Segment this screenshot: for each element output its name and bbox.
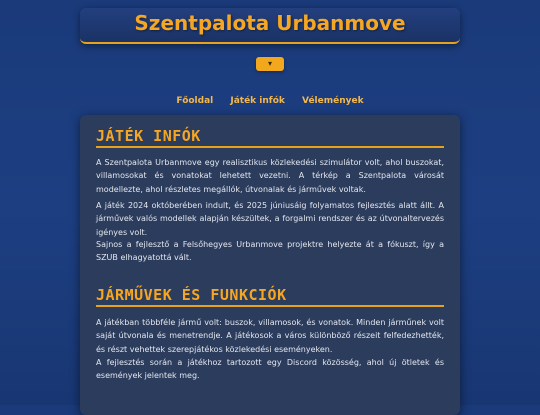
menu-toggle-button[interactable]: ▾ [256,57,284,71]
nav-item-jatek-infok[interactable]: Játék infók [230,96,285,106]
site-title: Szentpalota Urbanmove [134,11,406,35]
paragraph: A játék 2024 októberében indult, és 2025 júniusáig folyamatos fejlesztés alatt állt. A járművek valós modellek alapján készültek, a forgalmi rendszer és az útvonaltervezés igényes volt. [96,201,444,237]
section-heading-jarmuvek: JÁRMŰVEK ÉS FUNKCIÓK [96,286,287,304]
section-divider [96,305,444,307]
section-heading-jatek-infok: JÁTÉK INFÓK [96,127,201,145]
section-divider [96,146,444,148]
main-nav [0,88,540,107]
paragraph: A Szentpalota Urbanmove egy realisztikus közlekedési szimulátor volt, ahol buszokat, villamosokat és vonatokat lehetett vezetni. A térkép a Szentpalota városát modellezte, ahol részletes megállók, útvonalak és járművek voltak. [96,158,444,194]
paragraph: A játékban többféle jármű volt: buszok, villamosok, és vonatok. Minden járműnek volt saját útvonala és menetrendje. A játékosok a város különböző részeit felfedezhették, és részt vehettek szerepjátékos közlekedési eseményeken. [96,318,444,354]
nav-item-velemenyek[interactable]: Vélemények [301,96,364,106]
paragraph: A fejlesztés során a játékhoz tartozott egy Discord közösség, ahol új ötletek és események jelentek meg. [96,358,444,381]
site-header [80,8,460,44]
content-panel [80,115,460,415]
nav-item-fooldal[interactable]: Főoldal [176,96,214,106]
paragraph: Sajnos a fejlesztő a Felsőhegyes Urbanmove projektre helyezte át a fókuszt, így a SZUB elhagyatottá vált. [96,240,444,263]
